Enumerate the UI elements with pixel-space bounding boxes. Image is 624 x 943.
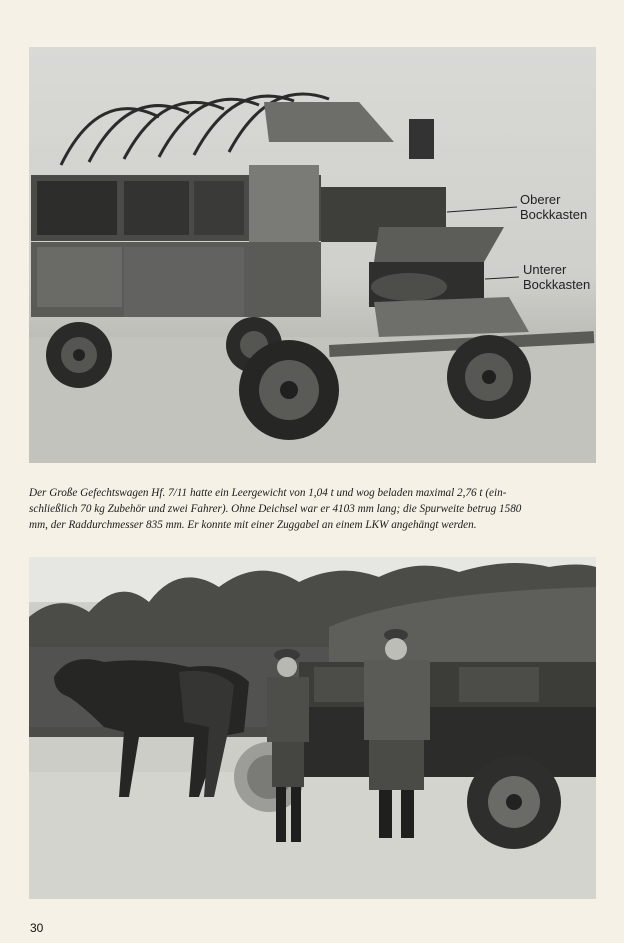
soldiers-horses-photo — [29, 557, 596, 899]
label-unterer-line2: Bockkasten — [523, 277, 591, 292]
label-oberer-line1: Oberer — [520, 192, 561, 207]
label-unterer-bockkasten — [523, 262, 590, 292]
wagon-photo — [29, 47, 596, 463]
label-unterer-line1: Unterer — [523, 262, 567, 277]
caption-line-3: mm, der Raddurchmesser 835 mm. Er konnte mit einer Zuggabel an einem LKW angehängt werden. — [29, 519, 477, 531]
caption-line-1: Der Große Gefechtswagen Hf. 7/11 hatte ein Leergewicht von 1,04 t und wog beladen maximal 2,76 t (ein- — [29, 487, 507, 499]
page-number: 30 — [30, 921, 44, 935]
caption-line-2: schließlich 70 kg Zubehör und zwei Fahrer). Ohne Deichsel war er 4103 mm lang; die Spurweite betrug 1580 — [29, 503, 522, 515]
figure-caption — [29, 485, 596, 533]
label-oberer-bockkasten — [520, 192, 587, 222]
label-oberer-line2: Bockkasten — [520, 207, 588, 222]
